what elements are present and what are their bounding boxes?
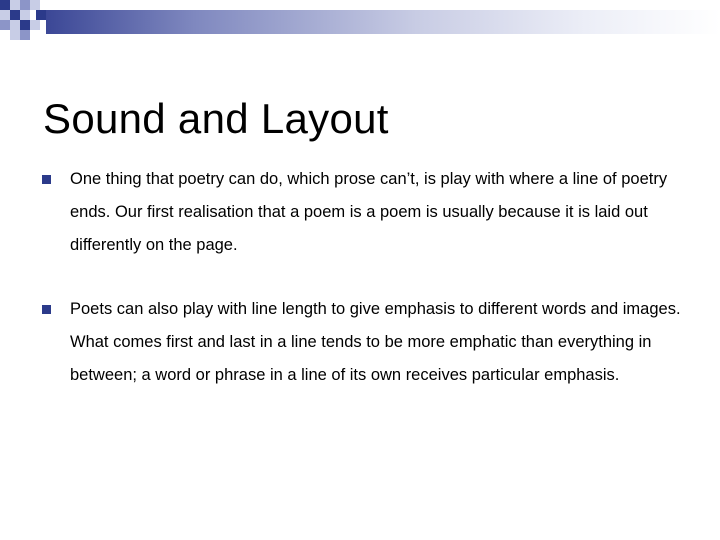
deco-square [0, 0, 10, 10]
deco-square [30, 0, 40, 10]
deco-square [20, 20, 30, 30]
bullet-item [42, 293, 682, 392]
deco-square [20, 30, 30, 40]
deco-square [36, 10, 46, 20]
deco-square [10, 0, 20, 10]
gradient-bar [46, 10, 720, 34]
bullet-text: One thing that poetry can do, which prose can’t, is play with where a line of poetry ends. Our first realisation that a poem is a poem is usually because it is laid out differently on the page. [70, 170, 668, 254]
header-decoration [0, 0, 720, 50]
slide-title: Sound and Layout [43, 95, 389, 143]
deco-square [20, 0, 30, 10]
bullet-list [42, 164, 682, 424]
deco-square [10, 10, 20, 20]
deco-square [10, 20, 20, 30]
bullet-item [42, 163, 682, 262]
deco-square [30, 20, 40, 30]
deco-square [20, 10, 30, 20]
deco-square [10, 30, 20, 40]
deco-square [0, 20, 10, 30]
deco-square [0, 10, 10, 20]
square-bullet-icon [42, 175, 51, 184]
bullet-text: Poets can also play with line length to give emphasis to different words and images. What comes first and last in a line tends to be more emphatic than everything in between; a word or phrase in a line of its own receives particular emphasis. [70, 300, 681, 384]
square-bullet-icon [42, 305, 51, 314]
